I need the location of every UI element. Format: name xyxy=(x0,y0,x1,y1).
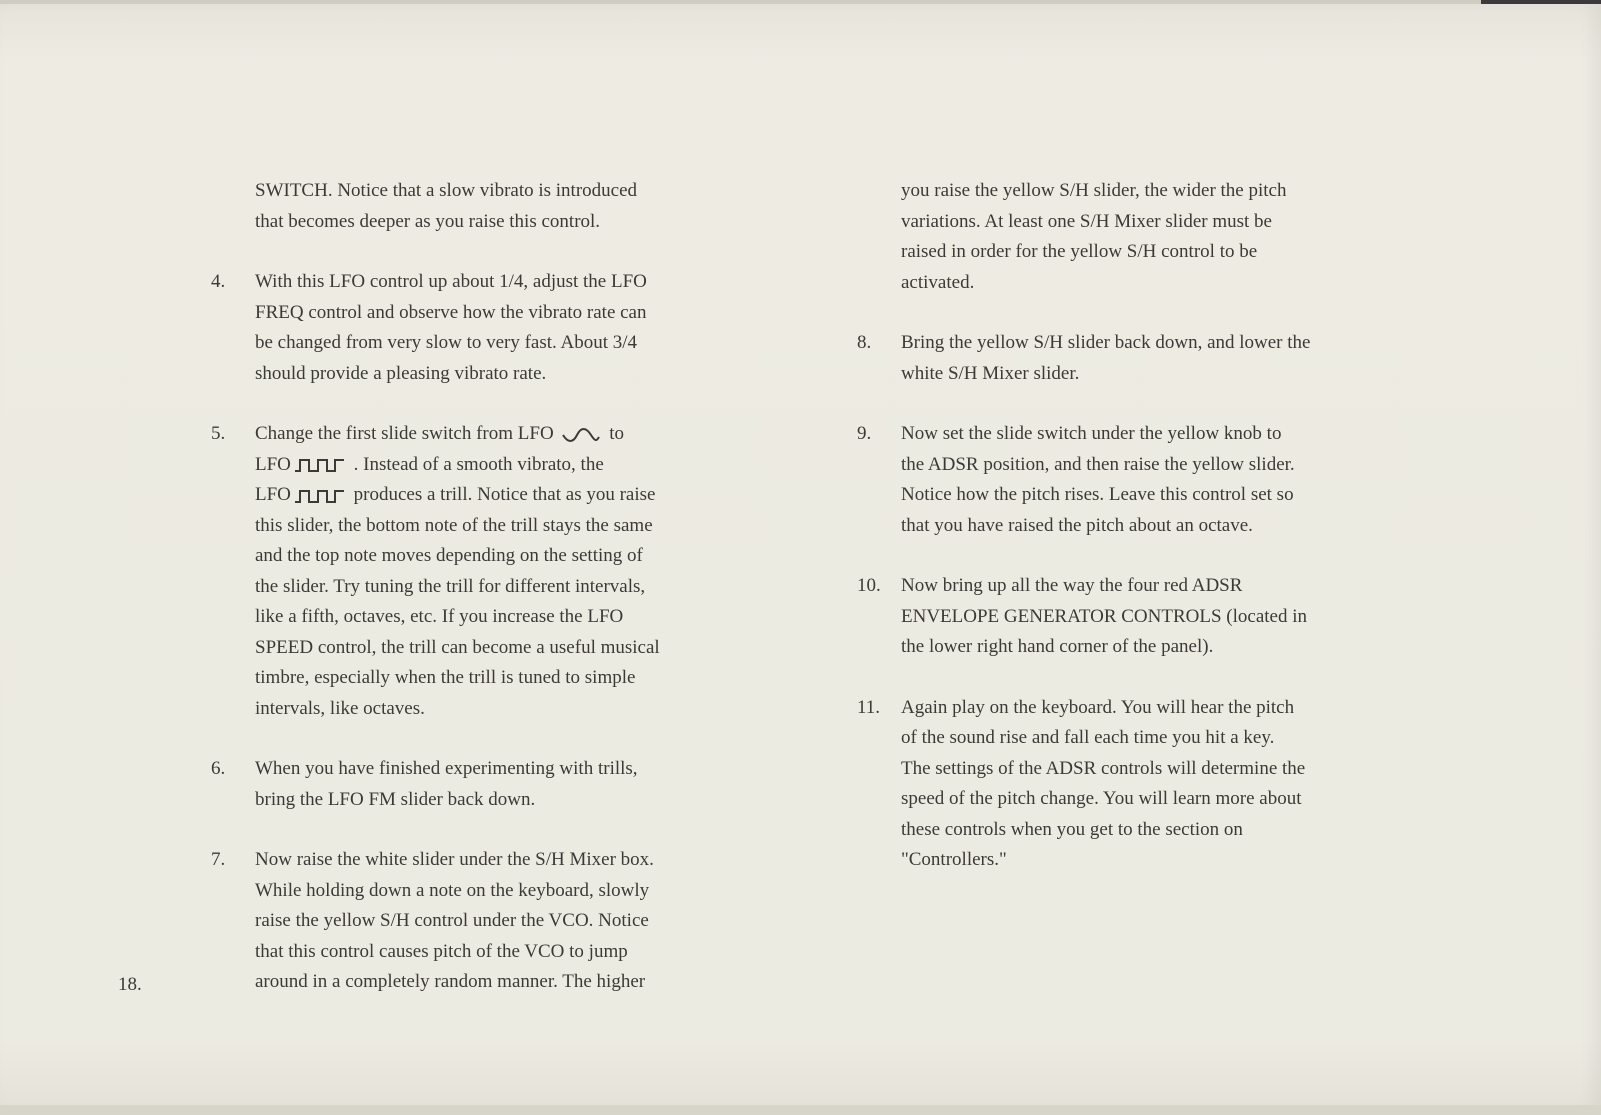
text-fragment: produces a trill. Notice that as you raise xyxy=(353,484,656,505)
text-line: raise the yellow S/H control under the VCO. Notice xyxy=(255,910,649,931)
text-line: should provide a pleasing vibrato rate. xyxy=(255,362,547,384)
sine-wave-icon xyxy=(561,426,601,444)
text-line: the lower right hand corner of the panel). xyxy=(901,636,1214,657)
text-line: FREQ control and observe how the vibrato rate can xyxy=(255,301,647,323)
step-number: 6. xyxy=(211,758,226,779)
text-line: SWITCH. Notice that a slow vibrato is introduced xyxy=(255,180,638,201)
text-line: of the sound rise and fall each time you hit a key. xyxy=(901,727,1275,748)
text-line: speed of the pitch change. You will learn more about xyxy=(901,788,1302,809)
square-wave-icon xyxy=(294,457,346,473)
text-line: like a fifth, octaves, etc. If you increase the LFO xyxy=(255,606,624,627)
text-line xyxy=(255,450,811,481)
step-number: 9. xyxy=(857,423,872,444)
page-bottom-edge xyxy=(0,1105,1601,1115)
text-line: this slider, the bottom note of the trill stays the same xyxy=(255,514,653,536)
step-10 xyxy=(857,571,1467,663)
text-line: Now bring up all the way the four red ADSR xyxy=(901,575,1243,596)
text-line: Notice how the pitch rises. Leave this control set so xyxy=(901,484,1294,505)
step-number: 10. xyxy=(857,575,881,596)
text-line: Again play on the keyboard. You will hear the pitch xyxy=(901,696,1295,718)
text-fragment: . Instead of a smooth vibrato, the xyxy=(353,453,604,475)
right-column xyxy=(857,176,1467,876)
text-line: variations. At least one S/H Mixer slider must be xyxy=(901,210,1272,232)
page-number: 18. xyxy=(118,974,142,995)
text-line: and the top note moves depending on the setting of xyxy=(255,545,643,566)
step-5 xyxy=(211,419,811,724)
page-top-edge-shadow xyxy=(1481,0,1601,4)
text-line: Bring the yellow S/H slider back down, and lower the xyxy=(901,332,1311,353)
step-number: 4. xyxy=(211,271,226,292)
step-number: 7. xyxy=(211,849,226,870)
step-8 xyxy=(857,328,1467,389)
text-line: intervals, like octaves. xyxy=(255,697,425,719)
text-fragment: Change the first slide switch from LFO xyxy=(255,423,554,444)
square-wave-icon xyxy=(294,488,346,504)
text-line: "Controllers." xyxy=(901,849,1007,870)
text-line: With this LFO control up about 1/4, adjust the LFO xyxy=(255,271,647,292)
text-line: that becomes deeper as you raise this control. xyxy=(255,210,601,232)
text-line: the ADSR position, and then raise the yellow slider. xyxy=(901,453,1295,475)
step-number: 11. xyxy=(857,696,881,718)
intro-paragraph-left xyxy=(211,176,811,237)
text-line: raised in order for the yellow S/H control to be xyxy=(901,241,1258,262)
text-line: The settings of the ADSR controls will determine the xyxy=(901,757,1306,779)
step-9 xyxy=(857,419,1467,541)
step-11 xyxy=(857,693,1467,876)
text-line xyxy=(255,419,811,450)
step-7 xyxy=(211,845,811,998)
text-line: around in a completely random manner. The higher xyxy=(255,971,646,992)
text-fragment: LFO xyxy=(255,484,291,505)
text-fragment: LFO xyxy=(255,453,291,475)
step-number: 5. xyxy=(211,423,226,444)
page-top-edge xyxy=(0,0,1601,4)
text-line: activated. xyxy=(901,271,975,293)
text-line: white S/H Mixer slider. xyxy=(901,362,1080,384)
text-line: you raise the yellow S/H slider, the wider the pitch xyxy=(901,180,1287,201)
step-6 xyxy=(211,754,811,815)
text-line: be changed from very slow to very fast. About 3/4 xyxy=(255,332,638,353)
text-line: bring the LFO FM slider back down. xyxy=(255,788,536,810)
text-line: timbre, especially when the trill is tuned to simple xyxy=(255,667,636,688)
step-number: 8. xyxy=(857,332,872,353)
text-line: When you have finished experimenting with trills, xyxy=(255,758,638,779)
text-fragment: to xyxy=(609,423,624,444)
text-line xyxy=(255,480,811,511)
text-line: that this control causes pitch of the VCO to jump xyxy=(255,940,628,962)
text-line: While holding down a note on the keyboard, slowly xyxy=(255,879,650,901)
text-line: SPEED control, the trill can become a useful musical xyxy=(255,636,660,658)
text-line: the slider. Try tuning the trill for different intervals, xyxy=(255,575,646,597)
text-line: Now set the slide switch under the yellow knob to xyxy=(901,423,1282,444)
text-line: that you have raised the pitch about an octave. xyxy=(901,514,1253,536)
text-line: these controls when you get to the section on xyxy=(901,818,1243,840)
text-line: Now raise the white slider under the S/H Mixer box. xyxy=(255,849,654,870)
left-column xyxy=(211,176,811,998)
text-line: ENVELOPE GENERATOR CONTROLS (located in xyxy=(901,605,1308,627)
intro-paragraph-right xyxy=(857,176,1467,298)
step-4 xyxy=(211,267,811,389)
